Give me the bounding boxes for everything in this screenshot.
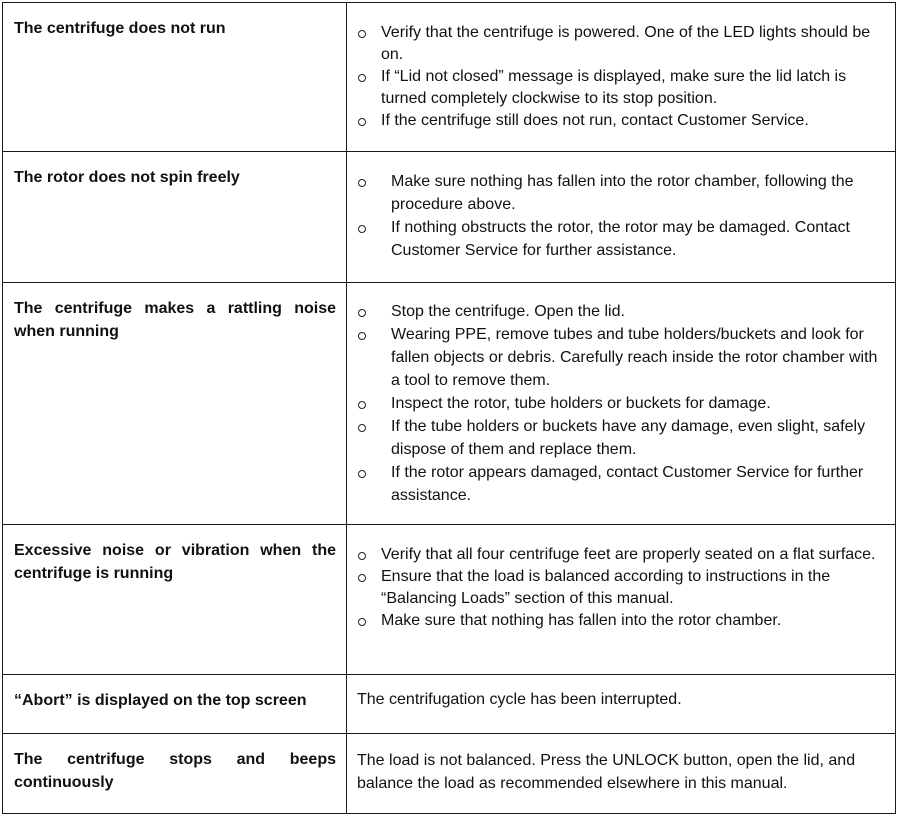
circle-bullet-icon	[357, 66, 371, 88]
solution-cell	[347, 525, 896, 675]
problem-text: “Abort” is displayed on the top screen	[14, 692, 307, 709]
solution-list	[357, 22, 883, 132]
problem-cell	[3, 3, 347, 152]
list-item: If “Lid not closed” message is displayed, make sure the lid latch is turned completely clockwise to its stop position.	[357, 66, 883, 110]
list-item: If nothing obstructs the rotor, the rotor may be damaged. Contact Customer Service for further assistance.	[357, 216, 883, 262]
solution-text: The centrifugation cycle has been interrupted.	[357, 691, 682, 708]
circle-bullet-icon	[357, 415, 371, 437]
table-row	[3, 152, 896, 283]
circle-bullet-icon	[357, 392, 371, 414]
circle-bullet-icon	[357, 566, 371, 588]
circle-bullet-icon	[357, 544, 371, 566]
problem-cell	[3, 152, 347, 283]
circle-bullet-icon	[357, 610, 371, 632]
list-item: If the centrifuge still does not run, contact Customer Service.	[357, 110, 883, 132]
solution-list	[357, 544, 883, 632]
table-row	[3, 675, 896, 734]
problem-text: The centrifuge does not run	[14, 20, 226, 37]
list-item: Make sure nothing has fallen into the rotor chamber, following the procedure above.	[357, 170, 883, 216]
list-item: If the rotor appears damaged, contact Customer Service for further assistance.	[357, 461, 883, 507]
solution-list	[357, 170, 883, 262]
list-item: Wearing PPE, remove tubes and tube holders/buckets and look for fallen objects or debris. Carefully reach inside the rotor chamber with a tool to remove them.	[357, 323, 883, 392]
circle-bullet-icon	[357, 22, 371, 44]
problem-cell	[3, 734, 347, 814]
problem-text: The rotor does not spin freely	[14, 169, 240, 186]
table-row	[3, 3, 896, 152]
solution-cell	[347, 675, 896, 734]
circle-bullet-icon	[357, 461, 371, 483]
circle-bullet-icon	[357, 216, 371, 238]
list-item: Verify that the centrifuge is powered. One of the LED lights should be on.	[357, 22, 883, 66]
solution-cell	[347, 734, 896, 814]
list-item: Ensure that the load is balanced according to instructions in the “Balancing Loads” section of this manual.	[357, 566, 883, 610]
table-row	[3, 734, 896, 814]
circle-bullet-icon	[357, 170, 371, 192]
circle-bullet-icon	[357, 300, 371, 322]
solution-cell	[347, 283, 896, 525]
problem-text: The centrifuge stops and beeps continuously	[14, 751, 336, 791]
problem-text: Excessive noise or vibration when the centrifuge is running	[14, 542, 336, 582]
list-item: If the tube holders or buckets have any damage, even slight, safely dispose of them and replace them.	[357, 415, 883, 461]
list-item: Make sure that nothing has fallen into the rotor chamber.	[357, 610, 883, 632]
solution-list	[357, 300, 883, 507]
problem-cell	[3, 283, 347, 525]
troubleshooting-table	[2, 2, 896, 814]
problem-text: The centrifuge makes a rattling noise when running	[14, 300, 336, 340]
solution-cell	[347, 152, 896, 283]
problem-cell	[3, 525, 347, 675]
circle-bullet-icon	[357, 110, 371, 132]
list-item: Verify that all four centrifuge feet are properly seated on a flat surface.	[357, 544, 883, 566]
problem-cell	[3, 675, 347, 734]
table-row	[3, 525, 896, 675]
table-row	[3, 283, 896, 525]
solution-cell	[347, 3, 896, 152]
list-item: Inspect the rotor, tube holders or buckets for damage.	[357, 392, 883, 415]
solution-text: The load is not balanced. Press the UNLOCK button, open the lid, and balance the load as recommended elsewhere in this manual.	[357, 752, 856, 792]
circle-bullet-icon	[357, 323, 371, 345]
list-item: Stop the centrifuge. Open the lid.	[357, 300, 883, 323]
